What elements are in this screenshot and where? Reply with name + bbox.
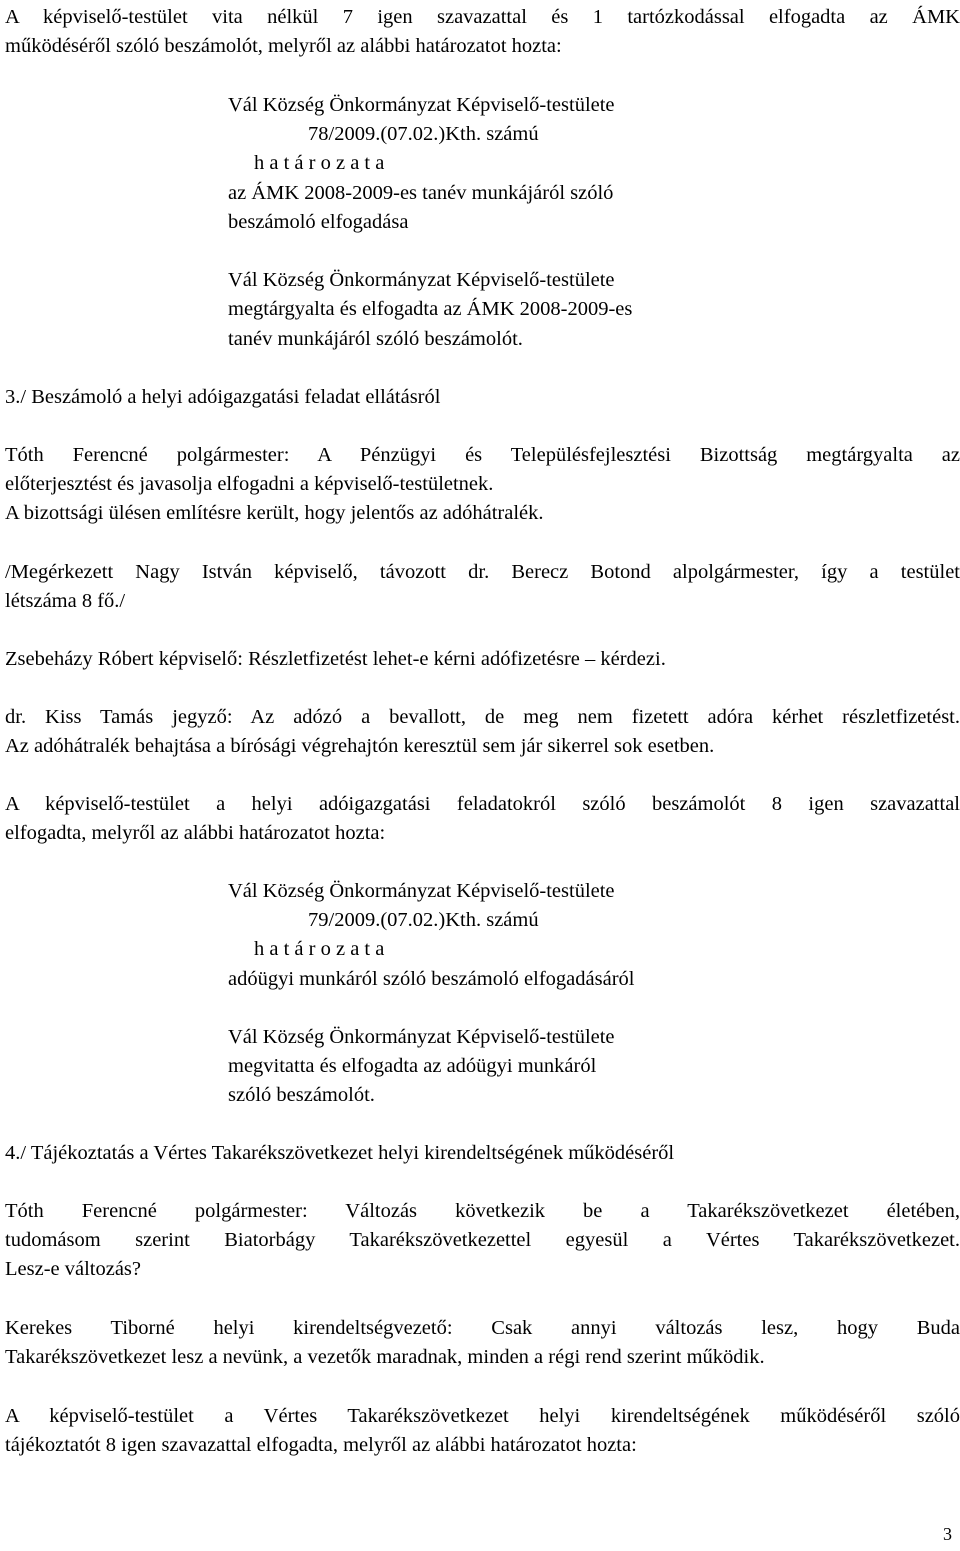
agenda-heading: 4./ Tájékoztatás a Vértes Takarékszövetkezet helyi kirendeltségének működéséről <box>5 1142 675 1164</box>
paragraph-line: létszáma 8 fő./ <box>5 590 126 612</box>
resolution-subject: az ÁMK 2008-2009-es tanév munkájáról szóló <box>228 182 614 204</box>
paragraph-line: Kerekes Tiborné helyi kirendeltségvezető: Csak annyi változás lesz, hogy Buda <box>5 1317 960 1339</box>
paragraph-line: A képviselő-testület vita nélkül 7 igen szavazattal és 1 tartózkodással elfogadta az ÁMK <box>5 6 960 28</box>
paragraph-line: működéséről szóló beszámolót, melyről az alábbi határozatot hozta: <box>5 35 562 57</box>
resolution-title: h a t á r o z a t a <box>254 938 385 960</box>
page-number: 3 <box>943 1524 952 1544</box>
paragraph-line: tudomásom szerint Biatorbágy Takarékszövetkezettel egyesül a Vértes Takarékszövetkezet. <box>5 1229 960 1251</box>
resolution-subject: adóügyi munkáról szóló beszámoló elfogadásáról <box>228 968 635 990</box>
resolution-body: megvitatta és elfogadta az adóügyi munkáról <box>228 1055 597 1077</box>
paragraph-line: Tóth Ferencné polgármester: Változás következik be a Takarékszövetkezet életében, <box>5 1200 960 1222</box>
resolution-heading: Vál Község Önkormányzat Képviselő-testülete <box>228 880 615 902</box>
paragraph-line: /Megérkezett Nagy István képviselő, távozott dr. Berecz Botond alpolgármester, így a testület <box>5 561 960 583</box>
resolution-title: h a t á r o z a t a <box>254 152 385 174</box>
paragraph-line: előterjesztést és javasolja elfogadni a képviselő-testületnek. <box>5 473 494 495</box>
paragraph-line: A bizottsági ülésen említésre került, hogy jelentős az adóhátralék. <box>5 502 544 524</box>
paragraph-line: Zsebeházy Róbert képviselő: Részletfizetést lehet-e kérni adófizetésre – kérdezi. <box>5 648 666 670</box>
paragraph-line: A képviselő-testület a helyi adóigazgatási feladatokról szóló beszámolót 8 igen szavazattal <box>5 793 960 815</box>
paragraph-line: tájékoztatót 8 igen szavazattal elfogadta, melyről az alábbi határozatot hozta: <box>5 1434 637 1456</box>
resolution-number: 79/2009.(07.02.)Kth. számú <box>308 909 539 931</box>
paragraph-line: elfogadta, melyről az alábbi határozatot hozta: <box>5 822 386 844</box>
paragraph-line: dr. Kiss Tamás jegyző: Az adózó a bevallott, de meg nem fizetett adóra kérhet részletfizetést. <box>5 706 960 728</box>
resolution-body: Vál Község Önkormányzat Képviselő-testülete <box>228 1026 615 1048</box>
resolution-number: 78/2009.(07.02.)Kth. számú <box>308 123 539 145</box>
paragraph-line: Takarékszövetkezet lesz a nevünk, a vezetők maradnak, minden a régi rend szerint működik. <box>5 1346 765 1368</box>
resolution-subject: beszámoló elfogadása <box>228 211 409 233</box>
agenda-heading: 3./ Beszámoló a helyi adóigazgatási feladat ellátásról <box>5 386 441 408</box>
paragraph-line: Az adóhátralék behajtása a bírósági végrehajtón keresztül sem jár sikerrel sok esetben. <box>5 735 715 757</box>
resolution-body: tanév munkájáról szóló beszámolót. <box>228 328 523 350</box>
resolution-body: megtárgyalta és elfogadta az ÁMK 2008-2009-es <box>228 298 633 320</box>
paragraph-line: Tóth Ferencné polgármester: A Pénzügyi és Településfejlesztési Bizottság megtárgyalta az <box>5 444 960 466</box>
resolution-body: Vál Község Önkormányzat Képviselő-testülete <box>228 269 615 291</box>
resolution-heading: Vál Község Önkormányzat Képviselő-testülete <box>228 94 615 116</box>
paragraph-line: A képviselő-testület a Vértes Takarékszövetkezet helyi kirendeltségének működéséről szóló <box>5 1405 960 1427</box>
paragraph-line: Lesz-e változás? <box>5 1258 142 1280</box>
resolution-body: szóló beszámolót. <box>228 1084 375 1106</box>
